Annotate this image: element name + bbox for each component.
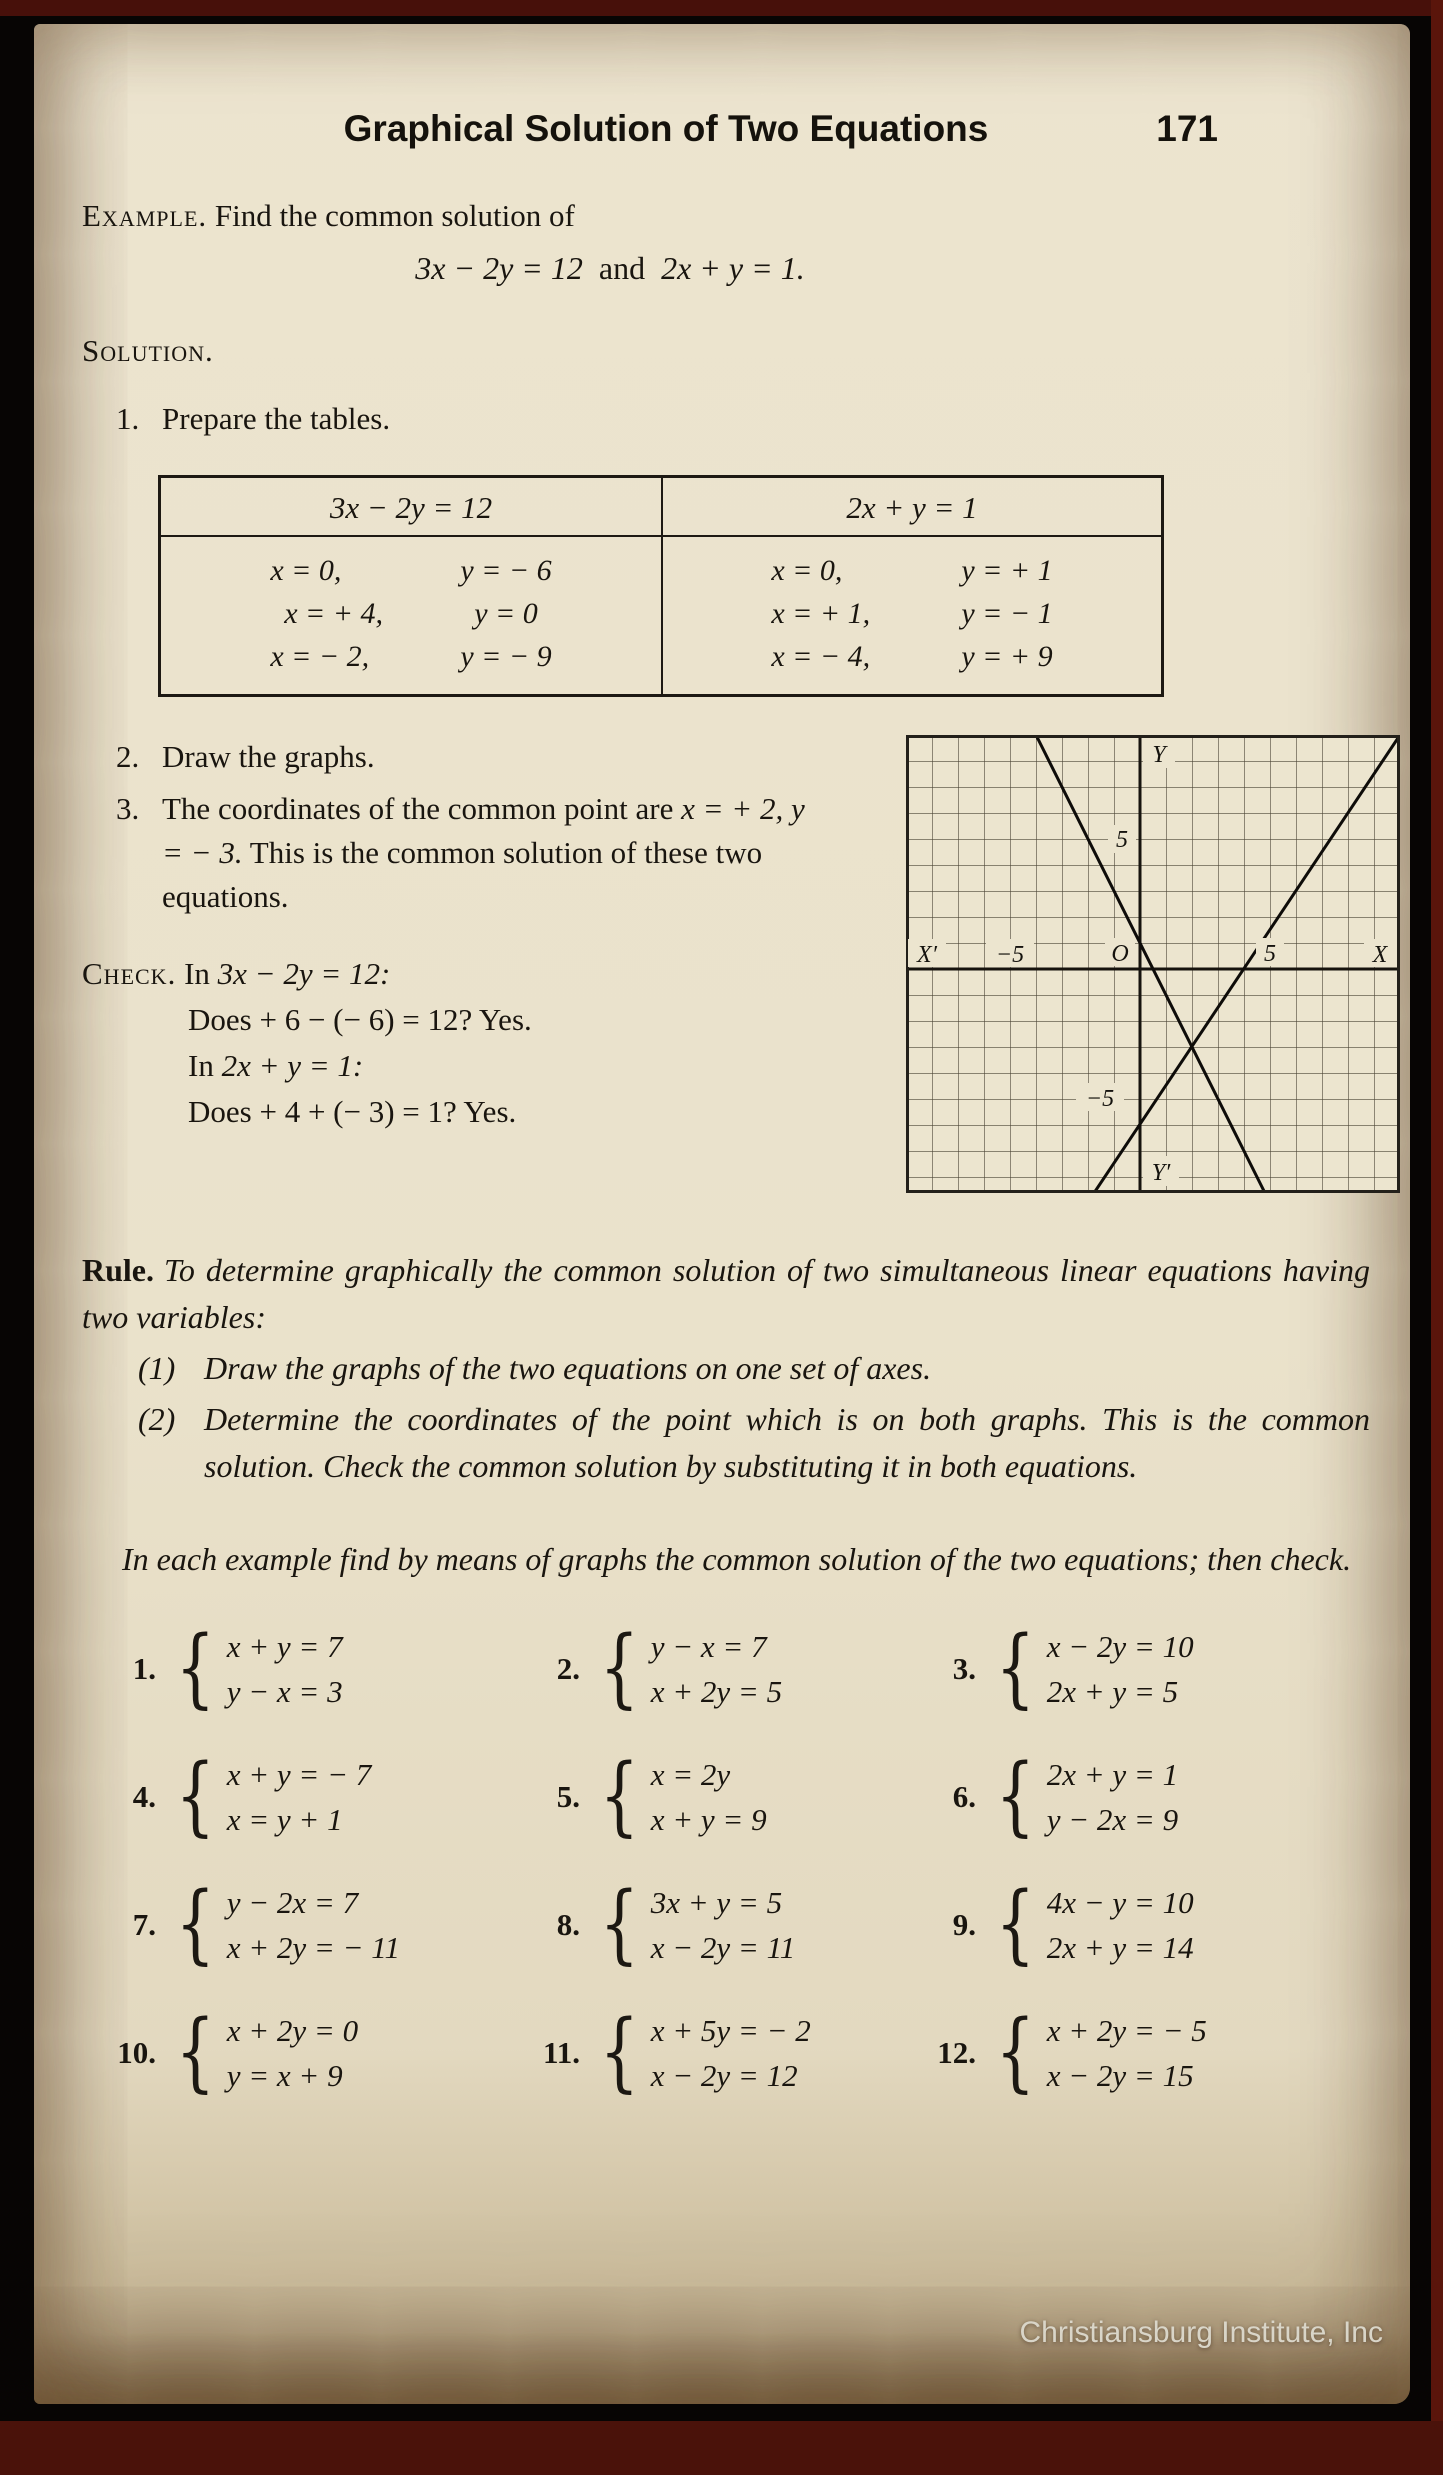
- watermark: Christiansburg Institute, Inc: [1019, 2316, 1383, 2349]
- exercise-equations: [227, 1753, 372, 1841]
- exercise-equations: [1047, 1881, 1194, 1969]
- graph-label-origin: O: [1111, 941, 1129, 967]
- step-text: Prepare the tables.: [162, 401, 391, 436]
- page-header: [82, 108, 1370, 150]
- exercise-grid: [98, 1618, 1370, 2103]
- exercise-number: 7.: [132, 1907, 156, 1942]
- example-equation-1: 3x − 2y = 12: [415, 250, 583, 286]
- equation: 2x + y = 14: [1046, 1930, 1194, 1965]
- step-text: Draw the graphs.: [162, 739, 375, 774]
- check-equation: 3x − 2y = 12:: [217, 956, 391, 991]
- exercise-number: 5.: [556, 1779, 580, 1814]
- exercise-8: [522, 1874, 918, 1975]
- step-number: 3.: [116, 791, 140, 826]
- graph-label-x-minus-5: −5: [995, 942, 1025, 968]
- table-cell: x = − 2,: [270, 640, 370, 673]
- exercise-number: 10.: [117, 2035, 156, 2070]
- brace-icon: {: [175, 1874, 216, 1975]
- book-edge-bottom: [0, 2421, 1443, 2475]
- equation: x + 5y = − 2: [650, 2013, 811, 2048]
- exercise-number: 2.: [556, 1651, 580, 1686]
- rule-item-number: (1): [138, 1350, 176, 1386]
- exercise-9: [918, 1874, 1370, 1975]
- equation: x + 2y = − 11: [226, 1930, 400, 1965]
- graph-label-x-plus-5: 5: [1264, 941, 1276, 967]
- rule-item-text: Determine the coordinates of the point which is on both graphs. This is the common solution. Check the common solution by substituting it in both equations.: [204, 1401, 1370, 1484]
- equation: x + y = 9: [650, 1802, 767, 1837]
- exercise-number: 6.: [952, 1779, 976, 1814]
- graph-label-y-minus-5: −5: [1085, 1086, 1115, 1112]
- table-cell: y = + 1: [961, 554, 1053, 587]
- solution-table: [158, 475, 1164, 697]
- equation: 4x − y = 10: [1046, 1885, 1194, 1920]
- graph-label-x-left: X′: [917, 942, 937, 968]
- example-paragraph: [82, 194, 1370, 238]
- table-cell: x = + 4,: [284, 597, 384, 630]
- exercise-2: [522, 1618, 918, 1719]
- solution-step-3: [116, 787, 822, 919]
- equation: x − 2y = 15: [1046, 2058, 1194, 2093]
- equation: y − 2x = 7: [226, 1885, 359, 1920]
- example-conjunction: and: [598, 250, 646, 286]
- check-line-4: Does + 4 + (− 3) = 1? Yes.: [188, 1094, 517, 1129]
- table-row: [270, 549, 551, 592]
- brace-icon: {: [599, 1618, 640, 1719]
- graph-svg: [906, 735, 1400, 1193]
- equation: x + y = 7: [226, 1629, 343, 1664]
- equation: y − x = 7: [650, 1629, 767, 1664]
- equation: x + 2y = 0: [226, 2013, 359, 2048]
- check-label: Check.: [82, 956, 177, 991]
- equation: x = 2y: [650, 1757, 731, 1792]
- equation: x + y = − 7: [226, 1757, 372, 1792]
- equation: 3x + y = 5: [650, 1885, 783, 1920]
- step-text: [162, 787, 822, 919]
- brace-icon: {: [995, 1618, 1036, 1719]
- exercise-11: [522, 2002, 918, 2103]
- step-3-math: x = + 2, y = − 3.: [162, 791, 805, 870]
- equation: 2x + y = 1: [1046, 1757, 1179, 1792]
- graph-label-y-bottom: Y′: [1151, 1160, 1171, 1186]
- exercise-equations: [227, 2009, 358, 2097]
- graph-grid: [906, 735, 1400, 1193]
- exercise-equations: [651, 1753, 767, 1841]
- step-3-text: This is the common solution of these two equations.: [162, 835, 763, 914]
- exercise-number: 1.: [132, 1651, 156, 1686]
- exercise-number: 11.: [542, 2035, 580, 2070]
- exercise-5: [522, 1746, 918, 1847]
- book-edge-top: [0, 0, 1443, 16]
- exercise-equations: [651, 1625, 782, 1713]
- brace-icon: {: [995, 1874, 1036, 1975]
- table-cell: y = 0: [474, 597, 538, 630]
- solution-label: Solution.: [82, 333, 214, 368]
- equation: x − 2y = 11: [650, 1930, 796, 1965]
- equation: y − x = 3: [226, 1674, 343, 1709]
- coordinate-graph: [906, 735, 1400, 1193]
- table-cell: x = − 4,: [771, 640, 871, 673]
- check-line-2: Does + 6 − (− 6) = 12? Yes.: [188, 1002, 532, 1037]
- equation: x − 2y = 10: [1046, 1629, 1194, 1664]
- exercise-6: [918, 1746, 1370, 1847]
- page-title: Graphical Solution of Two Equations: [343, 108, 989, 149]
- example-equation-2: 2x + y = 1.: [661, 250, 805, 286]
- exercise-number: 3.: [952, 1651, 976, 1686]
- table-cell: x = 0,: [270, 554, 342, 587]
- equation: x + 2y = − 5: [1046, 2013, 1207, 2048]
- brace-icon: {: [995, 2002, 1036, 2103]
- table-cell: y = + 9: [961, 640, 1053, 673]
- rule-text: To determine graphically the common solution of two simultaneous linear equations having two variables:: [82, 1252, 1370, 1335]
- graph-label-y-top: Y: [1152, 742, 1166, 768]
- page-number: 171: [1156, 108, 1218, 149]
- table-cell: y = − 6: [460, 554, 552, 587]
- rule-label: Rule.: [82, 1252, 154, 1288]
- brace-icon: {: [599, 1874, 640, 1975]
- brace-icon: {: [175, 2002, 216, 2103]
- solution-label-line: [82, 329, 1370, 373]
- brace-icon: {: [599, 1746, 640, 1847]
- table-row: [284, 592, 538, 635]
- exercise-intro: In each example find by means of graphs the common solution of the two equations; then check.: [122, 1541, 1352, 1577]
- exercise-1: [98, 1618, 522, 1719]
- step-number: 2.: [116, 739, 140, 774]
- rule-item-1: [138, 1345, 1370, 1392]
- check-text: In: [188, 1048, 214, 1083]
- table-column-right: [661, 478, 1161, 694]
- step-3-text: The coordinates of the common point are: [162, 791, 674, 826]
- equation: x = y + 1: [226, 1802, 343, 1837]
- equation: x − 2y = 12: [650, 2058, 798, 2093]
- table-cell: y = − 1: [961, 597, 1053, 630]
- table-row: [771, 549, 1052, 592]
- exercise-equations: [227, 1881, 400, 1969]
- steps-and-graph-row: [82, 735, 1388, 1193]
- table-cell: x = 0,: [771, 554, 843, 587]
- book-edge-right: [1431, 0, 1443, 2475]
- page-paper: [34, 24, 1410, 2404]
- exercise-7: [98, 1874, 522, 1975]
- exercise-4: [98, 1746, 522, 1847]
- brace-icon: {: [995, 1746, 1036, 1847]
- brace-icon: {: [599, 2002, 640, 2103]
- rule-paragraph: [82, 1247, 1370, 1341]
- equation: 2x + y = 5: [1046, 1674, 1179, 1709]
- exercise-equations: [1047, 1625, 1194, 1713]
- rule-item-text: Draw the graphs of the two equations on one set of axes.: [204, 1350, 932, 1386]
- example-equations: [82, 250, 1370, 287]
- check-line-1: [82, 951, 822, 997]
- equation: y = x + 9: [226, 2058, 343, 2093]
- brace-icon: {: [175, 1746, 216, 1847]
- table-header-left: 3x − 2y = 12: [161, 478, 661, 537]
- equation: x + 2y = 5: [650, 1674, 783, 1709]
- exercise-3: [918, 1618, 1370, 1719]
- steps-check-column: [82, 735, 822, 1193]
- solution-step-2: [116, 735, 822, 779]
- exercise-number: 8.: [556, 1907, 580, 1942]
- example-intro: Find the common solution of: [214, 198, 575, 233]
- check-equation: 2x + y = 1:: [221, 1048, 364, 1083]
- rule-item-number: (2): [138, 1401, 176, 1437]
- exercise-number: 9.: [952, 1907, 976, 1942]
- rule-block: [82, 1247, 1370, 1490]
- table-row: [771, 635, 1052, 678]
- example-label: Example.: [82, 198, 208, 233]
- exercise-equations: [651, 1881, 796, 1969]
- brace-icon: {: [175, 1618, 216, 1719]
- table-column-left: [161, 478, 661, 694]
- exercise-10: [98, 2002, 522, 2103]
- check-line-3: [188, 1043, 822, 1089]
- exercise-equations: [227, 1625, 343, 1713]
- solution-step-1: [116, 397, 1370, 441]
- exercise-equations: [1047, 1753, 1178, 1841]
- check-block: [82, 951, 822, 1135]
- exercise-equations: [1047, 2009, 1207, 2097]
- table-header-right: 2x + y = 1: [663, 478, 1161, 537]
- rule-item-2: [138, 1396, 1370, 1490]
- check-text: In: [184, 956, 210, 991]
- exercise-12: [918, 2002, 1370, 2103]
- exercise-number: 4.: [132, 1779, 156, 1814]
- exercise-equations: [651, 2009, 811, 2097]
- equation: y − 2x = 9: [1046, 1802, 1179, 1837]
- graph-label-y-plus-5: 5: [1116, 827, 1128, 853]
- table-row: [270, 635, 551, 678]
- graph-label-x-right: X: [1372, 942, 1388, 968]
- table-row: [771, 592, 1052, 635]
- table-cell: x = + 1,: [771, 597, 871, 630]
- exercise-number: 12.: [937, 2035, 976, 2070]
- step-number: 1.: [116, 401, 140, 436]
- table-cell: y = − 9: [460, 640, 552, 673]
